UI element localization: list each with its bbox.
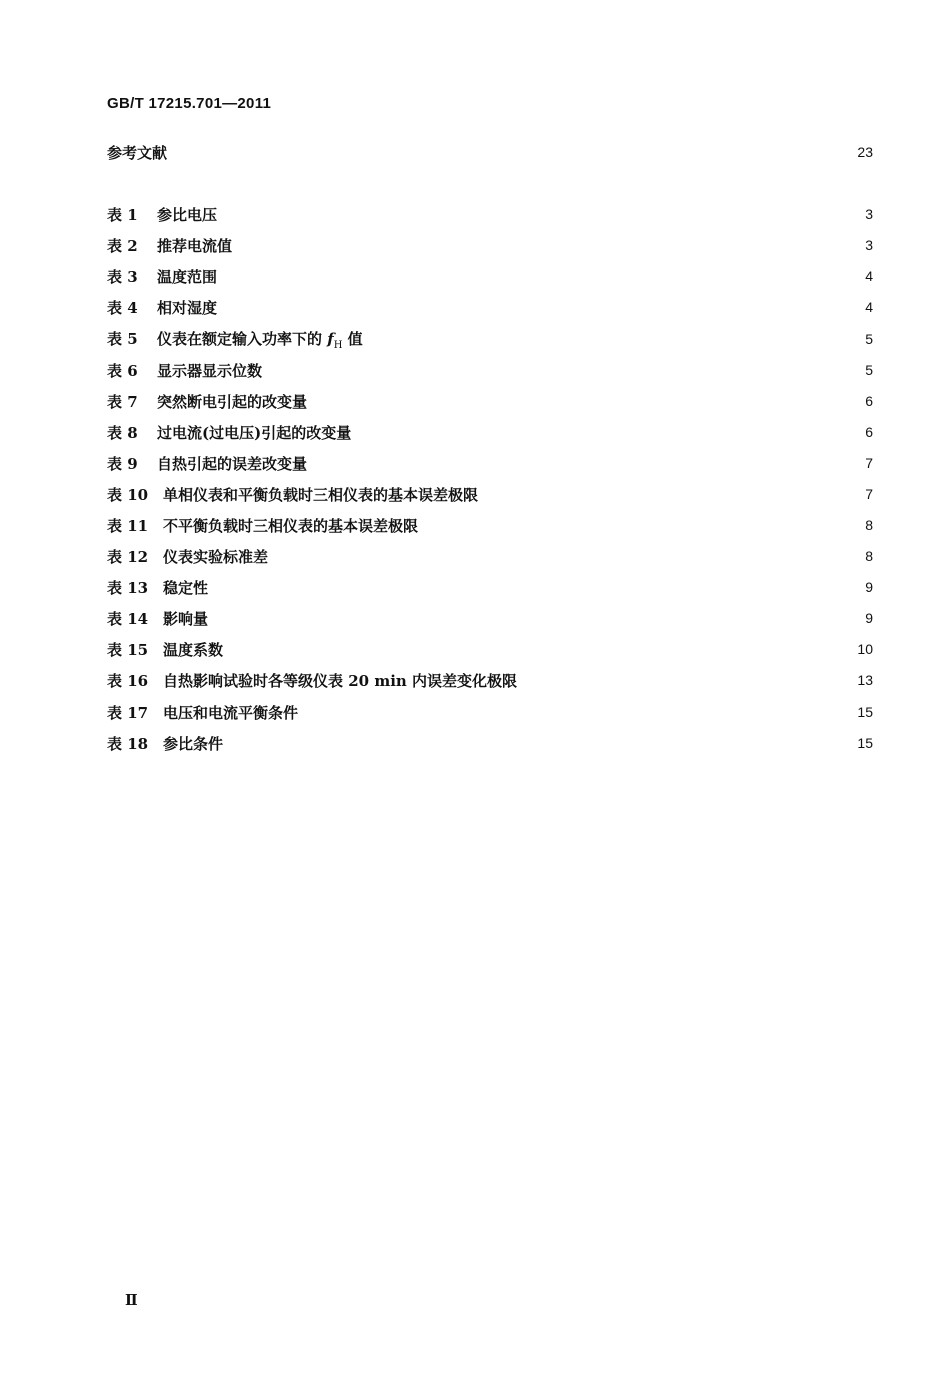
table-number: 表 15 — [107, 640, 149, 659]
table-title: 仪表实验标准差 — [163, 547, 269, 566]
table-number: 表 17 — [107, 703, 149, 722]
toc-page-number: 3 — [865, 206, 873, 222]
page-folio: Ⅱ — [125, 1291, 138, 1309]
table-title: 参比条件 — [163, 734, 224, 753]
toc-entry-label — [107, 484, 478, 505]
dot-leader — [313, 451, 857, 475]
table-title: 影响量 — [163, 609, 209, 628]
toc-entry-table-9[interactable] — [107, 451, 873, 475]
dot-leader — [268, 358, 857, 382]
table-title: 电压和电流平衡条件 — [163, 703, 299, 722]
toc-page-number: 10 — [857, 641, 873, 657]
table-number: 表 12 — [107, 547, 149, 566]
toc-entry-label — [107, 360, 262, 381]
dot-leader — [173, 140, 851, 164]
toc-page-number: 13 — [857, 672, 873, 688]
table-title: 自热影响试验时各等级仪表 20 min 内误差变化极限 — [163, 671, 518, 690]
dot-leader — [304, 700, 851, 724]
toc-page-number: 5 — [865, 362, 873, 378]
toc-entry-table-17[interactable] — [107, 700, 873, 724]
table-number: 表 11 — [107, 516, 149, 535]
toc-entry-label — [107, 204, 217, 225]
table-number: 表 13 — [107, 578, 149, 597]
toc-entry-table-13[interactable] — [107, 575, 873, 599]
table-title: 推荐电流值 — [157, 236, 233, 255]
toc-entry-label — [107, 546, 268, 567]
toc-entry-label — [107, 328, 363, 351]
dot-leader — [223, 264, 857, 288]
toc-entry-label — [107, 297, 217, 318]
dot-leader — [229, 731, 851, 755]
table-title-suffix: 值 — [342, 329, 363, 348]
table-number: 表 10 — [107, 485, 149, 504]
toc-entry-label — [107, 702, 298, 723]
toc-page-number: 6 — [865, 424, 873, 440]
toc-page-number: 7 — [865, 455, 873, 471]
toc-page-number: 15 — [857, 735, 873, 751]
toc-entry-table-5[interactable] — [107, 327, 873, 351]
dot-leader — [229, 637, 851, 661]
toc-entry-table-6[interactable] — [107, 358, 873, 382]
table-number: 表 2 — [107, 236, 138, 255]
toc-page-number: 5 — [865, 331, 873, 347]
toc-entry-references[interactable] — [107, 140, 873, 164]
table-number: 表 18 — [107, 734, 149, 753]
dot-leader — [214, 575, 857, 599]
toc-entry-table-4[interactable] — [107, 295, 873, 319]
dot-leader — [357, 420, 857, 444]
frequency-subscript: H — [333, 339, 343, 351]
toc-entry-table-8[interactable] — [107, 420, 873, 444]
toc-page-number: 8 — [865, 517, 873, 533]
table-title: 稳定性 — [163, 578, 209, 597]
table-number: 表 14 — [107, 609, 149, 628]
toc-entry-table-15[interactable] — [107, 637, 873, 661]
table-number: 表 3 — [107, 267, 138, 286]
toc-page-number: 15 — [857, 704, 873, 720]
toc-entry-table-14[interactable] — [107, 606, 873, 630]
toc-entry-table-11[interactable] — [107, 513, 873, 537]
toc-entry-label — [107, 266, 217, 287]
table-title: 温度范围 — [157, 267, 218, 286]
dot-leader — [424, 513, 857, 537]
toc-page-number: 9 — [865, 610, 873, 626]
toc-entry-table-16[interactable] — [107, 668, 873, 692]
toc-entry-table-7[interactable] — [107, 389, 873, 413]
toc-entry-table-12[interactable] — [107, 544, 873, 568]
toc-entry-table-3[interactable] — [107, 264, 873, 288]
toc-entry-label — [107, 235, 232, 256]
toc-entry-label — [107, 639, 223, 660]
toc-page-number: 3 — [865, 237, 873, 253]
toc-page-number: 9 — [865, 579, 873, 595]
toc-page-number: 6 — [865, 393, 873, 409]
table-title: 过电流(过电压)引起的改变量 — [157, 423, 352, 442]
table-title: 突然断电引起的改变量 — [157, 392, 308, 411]
toc-entry-label — [107, 577, 208, 598]
toc-entry-table-1[interactable] — [107, 202, 873, 226]
toc-entry-label — [107, 453, 307, 474]
toc-page-number: 23 — [857, 144, 873, 160]
table-number: 表 9 — [107, 454, 138, 473]
dot-leader — [523, 668, 851, 692]
toc-page-number: 7 — [865, 486, 873, 502]
dot-leader — [223, 295, 857, 319]
table-number: 表 16 — [107, 671, 149, 690]
toc-entry-table-2[interactable] — [107, 233, 873, 257]
table-number: 表 1 — [107, 205, 138, 224]
table-number: 表 5 — [107, 329, 138, 348]
toc-entry-label — [107, 670, 517, 691]
dot-leader — [238, 233, 857, 257]
table-number: 表 7 — [107, 392, 138, 411]
toc-entry-label — [107, 515, 418, 536]
toc-entry-label: 参考文献 — [107, 143, 168, 162]
toc-entry-label — [107, 391, 307, 412]
toc-entry-label — [107, 422, 351, 443]
table-number: 表 4 — [107, 298, 138, 317]
toc-entry-table-10[interactable] — [107, 482, 873, 506]
standard-number-header: GB/T 17215.701—2011 — [107, 95, 272, 112]
toc-entry-label — [107, 733, 223, 754]
dot-leader — [369, 327, 857, 351]
table-number: 表 6 — [107, 361, 138, 380]
table-title: 相对湿度 — [157, 298, 218, 317]
table-title: 单相仪表和平衡负载时三相仪表的基本误差极限 — [163, 485, 479, 504]
table-number: 表 8 — [107, 423, 138, 442]
dot-leader — [484, 482, 857, 506]
table-title: 自热引起的误差改变量 — [157, 454, 308, 473]
dot-leader — [223, 202, 857, 226]
table-title: 不平衡负载时三相仪表的基本误差极限 — [163, 516, 419, 535]
toc-entry-table-18[interactable] — [107, 731, 873, 755]
toc-page-number: 8 — [865, 548, 873, 564]
toc-page-number: 4 — [865, 268, 873, 284]
table-title: 仪表在额定输入功率下的 — [157, 329, 323, 348]
table-title: 显示器显示位数 — [157, 361, 263, 380]
dot-leader — [274, 544, 857, 568]
dot-leader — [313, 389, 857, 413]
toc-page-number: 4 — [865, 299, 873, 315]
table-title: 参比电压 — [157, 205, 218, 224]
frequency-symbol: f — [327, 329, 334, 348]
dot-leader — [214, 606, 857, 630]
toc-entry-label — [107, 608, 208, 629]
table-title: 温度系数 — [163, 640, 224, 659]
